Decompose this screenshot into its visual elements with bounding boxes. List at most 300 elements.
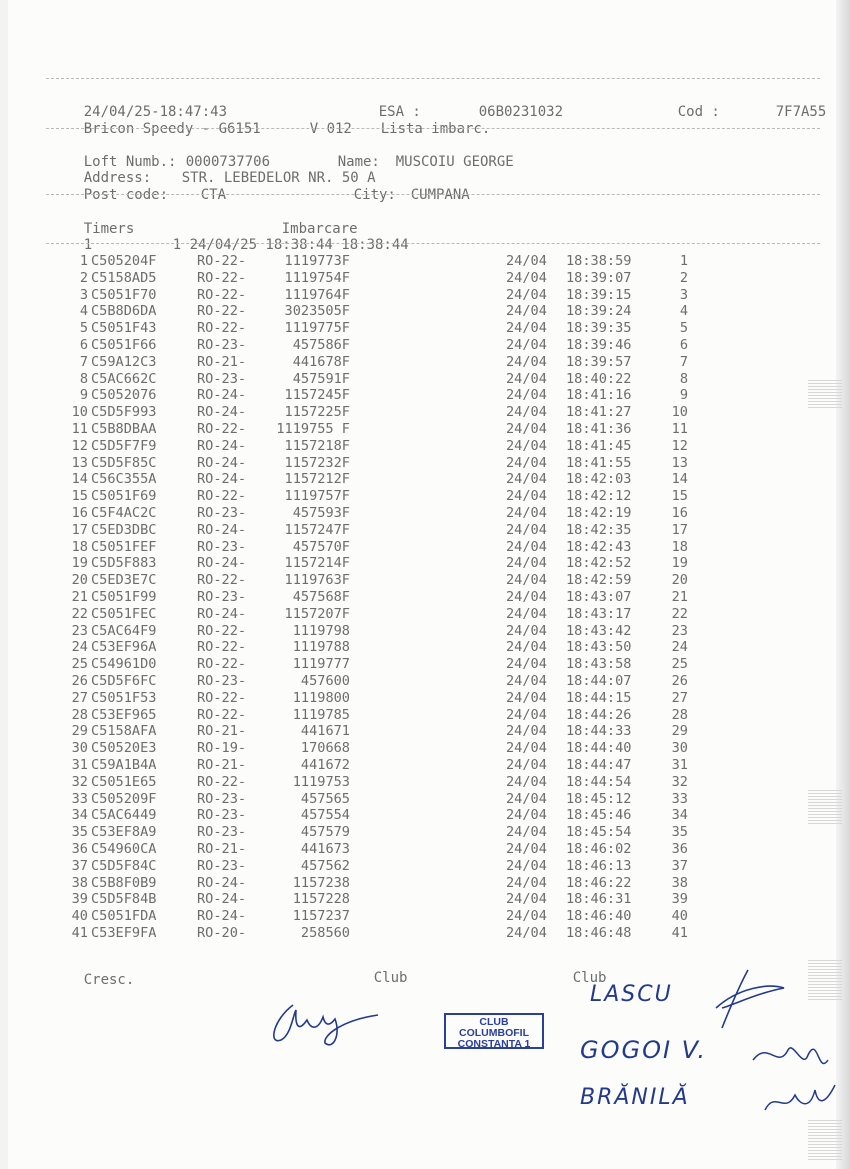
arrival-date: 24/04 (506, 874, 547, 891)
ring-number: 441678F (292, 353, 350, 370)
row-index: 24 (71, 639, 88, 656)
arrival-time: 18:39:46 (566, 337, 632, 353)
position: 31 (671, 757, 688, 773)
country-year: RO-24- (197, 521, 247, 538)
arrival-time: 18:42:19 (566, 505, 632, 521)
arrival-time: 18:39:57 (566, 353, 632, 370)
official-signature-3 (760, 1075, 840, 1125)
ring-code: C5ED3E7C (91, 572, 157, 589)
ring-code: C5B8D6DA (91, 303, 157, 320)
row-index: 33 (71, 790, 88, 807)
device-version: V 012 (309, 121, 352, 137)
position: 15 (671, 488, 688, 505)
ring-code: C5051FEF (91, 538, 157, 555)
row-index: 20 (71, 572, 88, 589)
country-year: RO-22- (197, 269, 247, 286)
cod-label: Cod : (677, 104, 720, 120)
row-index: 17 (71, 521, 88, 538)
device-name: Bricon Speedy - G6151 (83, 121, 261, 137)
ring-number: 1119754F (284, 269, 350, 286)
arrival-time: 18:44:15 (566, 689, 632, 706)
arrival-time: 18:42:12 (566, 488, 632, 505)
arrival-date: 24/04 (506, 437, 547, 454)
position: 19 (671, 555, 688, 572)
row-index: 28 (71, 706, 88, 723)
ring-code: C5052076 (91, 387, 157, 404)
club-stamp (444, 1013, 544, 1049)
position: 23 (671, 622, 688, 639)
country-year: RO-21- (197, 757, 247, 773)
arrival-time: 18:43:50 (566, 639, 632, 656)
arrival-time: 18:39:35 (566, 320, 632, 337)
arrival-time: 18:39:24 (566, 303, 632, 320)
separator (46, 128, 820, 129)
handwritten-name-1: LASCU (590, 982, 673, 1007)
arrival-date: 24/04 (506, 505, 547, 521)
loft-label: Loft Numb.: (83, 154, 177, 170)
document-page (8, 0, 840, 1169)
arrival-date: 24/04 (506, 421, 547, 437)
arrival-date: 24/04 (506, 303, 547, 320)
ring-code: C5ED3DBC (91, 521, 157, 538)
country-year: RO-19- (197, 740, 247, 757)
ring-number: 457593F (292, 505, 350, 521)
ring-number: 457591F (292, 370, 350, 387)
country-year: RO-22- (197, 488, 247, 505)
ring-code: C5AC662C (91, 370, 157, 387)
row-index: 29 (71, 723, 88, 740)
stamp-line-2: COLUMBOFIL (459, 1027, 529, 1039)
country-year: RO-22- (197, 320, 247, 337)
arrival-date: 24/04 (506, 521, 547, 538)
ring-number: 1119773F (284, 253, 350, 269)
postcode-value: CTA (200, 187, 227, 203)
country-year: RO-23- (197, 538, 247, 555)
country-year: RO-24- (197, 908, 247, 925)
arrival-time: 18:39:15 (566, 286, 632, 303)
city-label: City: (353, 187, 396, 203)
ring-code: C505204F (91, 253, 157, 269)
ring-code: C50520E3 (91, 740, 157, 757)
breeder-signature (263, 995, 388, 1050)
country-year: RO-23- (197, 589, 247, 605)
arrival-date: 24/04 (506, 269, 547, 286)
ring-number: 1157247F (284, 521, 350, 538)
row-index: 41 (71, 925, 88, 941)
ring-number: 457586F (292, 337, 350, 353)
address-label: Address: (83, 170, 152, 186)
row-index: 31 (71, 757, 88, 773)
ring-number: 1119764F (284, 286, 350, 303)
arrival-date: 24/04 (506, 370, 547, 387)
ring-code: C59A1B4A (91, 757, 157, 773)
position: 22 (671, 605, 688, 622)
position: 13 (671, 454, 688, 471)
position: 11 (671, 421, 688, 437)
arrival-time: 18:46:13 (566, 857, 632, 874)
arrival-date: 24/04 (506, 589, 547, 605)
cod-value-wrap (742, 87, 826, 138)
separator (46, 243, 820, 244)
postcode-label: Post code: (83, 187, 169, 203)
country-year: RO-24- (197, 874, 247, 891)
arrival-date: 24/04 (506, 757, 547, 773)
country-year: RO-20- (197, 925, 247, 941)
position: 10 (671, 404, 688, 421)
ring-number: 1119777 (292, 656, 350, 673)
position: 8 (679, 370, 688, 387)
ring-code: C5AC64F9 (91, 622, 157, 639)
club-label-2: Club (572, 970, 607, 986)
ring-number: 441671 (300, 723, 350, 740)
arrival-time: 18:40:22 (566, 370, 632, 387)
row-index: 15 (71, 488, 88, 505)
arrival-time: 18:41:55 (566, 454, 632, 471)
city-value-wrap (377, 170, 470, 221)
position: 28 (671, 706, 688, 723)
arrival-time: 18:44:33 (566, 723, 632, 740)
position: 30 (671, 740, 688, 757)
cresc-label: Cresc. (83, 972, 135, 988)
country-year: RO-21- (197, 723, 247, 740)
arrival-date: 24/04 (506, 824, 547, 841)
arrival-time: 18:41:16 (566, 387, 632, 404)
position: 29 (671, 723, 688, 740)
country-year: RO-22- (197, 421, 247, 437)
scan-artifact (808, 960, 842, 1000)
position: 40 (671, 908, 688, 925)
position: 20 (671, 572, 688, 589)
country-year: RO-22- (197, 572, 247, 589)
ring-number: 1119757F (284, 488, 350, 505)
ring-code: C53EF9FA (91, 925, 157, 941)
ring-number: 1119800 (292, 689, 350, 706)
ring-code: C5D5F7F9 (91, 437, 157, 454)
country-year: RO-24- (197, 404, 247, 421)
row-index: 8 (79, 370, 88, 387)
arrival-time: 18:42:43 (566, 538, 632, 555)
country-year: RO-23- (197, 807, 247, 824)
list-title: Lista imbarc. (380, 121, 491, 137)
arrival-date: 24/04 (506, 925, 547, 941)
arrival-time: 18:45:54 (566, 824, 632, 841)
arrival-date: 24/04 (506, 740, 547, 757)
arrival-date: 24/04 (506, 908, 547, 925)
position: 9 (679, 387, 688, 404)
cod-field (644, 87, 720, 138)
ring-code: C5051F53 (91, 689, 157, 706)
row-index: 25 (71, 656, 88, 673)
arrival-date: 24/04 (506, 320, 547, 337)
arrival-date: 24/04 (506, 488, 547, 505)
arrival-date: 24/04 (506, 790, 547, 807)
ring-number: 1119763F (284, 572, 350, 589)
club-label-1: Club (373, 970, 408, 986)
ring-code: C5051F43 (91, 320, 157, 337)
official-signature-1 (708, 968, 788, 1038)
position: 36 (671, 841, 688, 857)
arrival-time: 18:44:47 (566, 757, 632, 773)
ring-number: 1157228 (292, 891, 350, 908)
arrival-date: 24/04 (506, 387, 547, 404)
imbarcare-label: Imbarcare (281, 221, 358, 237)
ring-number: 457568F (292, 589, 350, 605)
arrival-time: 18:42:52 (566, 555, 632, 572)
country-year: RO-23- (197, 857, 247, 874)
row-index: 35 (71, 824, 88, 841)
handwritten-name-2: GOGOI V. (580, 1036, 707, 1064)
owner-name: MUSCOIU GEORGE (395, 154, 514, 170)
esa-label: ESA : (378, 104, 421, 120)
arrival-time: 18:39:07 (566, 269, 632, 286)
ring-number: 3023505F (284, 303, 350, 320)
position: 12 (671, 437, 688, 454)
ring-number: 457554 (300, 807, 350, 824)
arrival-time: 18:46:02 (566, 841, 632, 857)
position: 17 (671, 521, 688, 538)
position: 14 (671, 471, 688, 488)
row-index: 34 (71, 807, 88, 824)
ring-number: 1119775F (284, 320, 350, 337)
arrival-time: 18:43:42 (566, 622, 632, 639)
position: 16 (671, 505, 688, 521)
handwritten-name-3: BRĂNILĂ (580, 1085, 690, 1110)
row-index: 16 (71, 505, 88, 521)
ring-code: C59A12C3 (91, 353, 157, 370)
arrival-date: 24/04 (506, 773, 547, 790)
ring-code: C5158AFA (91, 723, 157, 740)
timer-number: 1 (83, 237, 93, 253)
arrival-time: 18:45:12 (566, 790, 632, 807)
position: 4 (679, 303, 688, 320)
ring-code: C53EF965 (91, 706, 157, 723)
position: 7 (679, 353, 688, 370)
position: 21 (671, 589, 688, 605)
country-year: RO-24- (197, 437, 247, 454)
row-index: 6 (79, 337, 88, 353)
country-year: RO-23- (197, 370, 247, 387)
arrival-date: 24/04 (506, 723, 547, 740)
country-year: RO-22- (197, 706, 247, 723)
arrival-time: 18:42:35 (566, 521, 632, 538)
row-index: 27 (71, 689, 88, 706)
arrival-date: 24/04 (506, 337, 547, 353)
country-year: RO-23- (197, 673, 247, 689)
ring-code: C5D5F883 (91, 555, 157, 572)
loft-number: 0000737706 (185, 154, 271, 170)
arrival-date: 24/04 (506, 471, 547, 488)
name-label: Name: (337, 154, 380, 170)
arrival-time: 18:45:46 (566, 807, 632, 824)
country-year: RO-23- (197, 505, 247, 521)
position: 38 (671, 874, 688, 891)
country-year: RO-24- (197, 387, 247, 404)
row-index: 9 (79, 387, 88, 404)
separator (46, 194, 820, 195)
ring-code: C54960CA (91, 841, 157, 857)
row-index: 21 (71, 589, 88, 605)
row-index: 22 (71, 605, 88, 622)
position: 3 (679, 286, 688, 303)
arrival-date: 24/04 (506, 689, 547, 706)
position: 25 (671, 656, 688, 673)
country-year: RO-22- (197, 253, 247, 269)
row-index: 30 (71, 740, 88, 757)
ring-number: 457600 (300, 673, 350, 689)
stamp-line-3: CONSTANTA 1 (457, 1038, 531, 1050)
country-year: RO-23- (197, 824, 247, 841)
arrival-date: 24/04 (506, 656, 547, 673)
ring-number: 1119798 (292, 622, 350, 639)
row-index: 18 (71, 538, 88, 555)
ring-code: C53EF8A9 (91, 824, 157, 841)
row-index: 5 (79, 320, 88, 337)
country-year: RO-23- (197, 337, 247, 353)
ring-code: C5D5F85C (91, 454, 157, 471)
row-index: 26 (71, 673, 88, 689)
postcode-value-wrap (167, 170, 226, 221)
row-index: 11 (71, 421, 88, 437)
ring-code: C5D5F84B (91, 891, 157, 908)
ring-number: 258560 (300, 925, 350, 941)
ring-number: 1119753 (292, 773, 350, 790)
country-year: RO-22- (197, 622, 247, 639)
row-index: 39 (71, 891, 88, 908)
esa-value: 06B0231032 (478, 104, 564, 120)
arrival-date: 24/04 (506, 286, 547, 303)
country-year: RO-22- (197, 639, 247, 656)
scan-artifact (808, 790, 842, 826)
country-year: RO-24- (197, 454, 247, 471)
country-year: RO-22- (197, 773, 247, 790)
timer-entry: 1 24/04/25 18:38:44 18:38:44 (172, 237, 409, 253)
arrival-date: 24/04 (506, 454, 547, 471)
ring-code: C5158AD5 (91, 269, 157, 286)
ring-number: 457570F (292, 538, 350, 555)
row-index: 1 (79, 253, 88, 269)
position: 33 (671, 790, 688, 807)
arrival-time: 18:46:40 (566, 908, 632, 925)
position: 2 (679, 269, 688, 286)
row-index: 2 (79, 269, 88, 286)
country-year: RO-24- (197, 605, 247, 622)
row-index: 40 (71, 908, 88, 925)
ring-number: 1119755 F (276, 421, 350, 437)
country-year: RO-22- (197, 656, 247, 673)
ring-number: 457565 (300, 790, 350, 807)
ring-code: C5051E65 (91, 773, 157, 790)
position: 37 (671, 857, 688, 874)
arrival-date: 24/04 (506, 673, 547, 689)
ring-code: C5D5F993 (91, 404, 157, 421)
ring-number: 1157238 (292, 874, 350, 891)
arrival-time: 18:44:40 (566, 740, 632, 757)
arrival-time: 18:38:59 (566, 253, 632, 269)
country-year: RO-22- (197, 689, 247, 706)
arrival-date: 24/04 (506, 538, 547, 555)
arrival-time: 18:41:45 (566, 437, 632, 454)
row-index: 3 (79, 286, 88, 303)
arrival-date: 24/04 (506, 605, 547, 622)
ring-number: 1157218F (284, 437, 350, 454)
ring-code: C505209F (91, 790, 157, 807)
arrival-date: 24/04 (506, 572, 547, 589)
ring-code: C5B8DBAA (91, 421, 157, 437)
arrival-date: 24/04 (506, 404, 547, 421)
stamp-line-1: CLUB (479, 1016, 509, 1028)
arrival-time: 18:44:07 (566, 673, 632, 689)
arrival-date: 24/04 (506, 857, 547, 874)
row-index: 14 (71, 471, 88, 488)
country-year: RO-23- (197, 790, 247, 807)
arrival-time: 18:46:22 (566, 874, 632, 891)
arrival-time: 18:42:03 (566, 471, 632, 488)
arrival-date: 24/04 (506, 807, 547, 824)
ring-code: C5051F69 (91, 488, 157, 505)
cresc-label-wrap (50, 955, 134, 1006)
ring-code: C5051F99 (91, 589, 157, 605)
country-year: RO-24- (197, 471, 247, 488)
position: 34 (671, 807, 688, 824)
ring-code: C5051F66 (91, 337, 157, 353)
ring-number: 1119785 (292, 706, 350, 723)
ring-code: C5051FDA (91, 908, 157, 925)
separator (46, 78, 820, 79)
arrival-time: 18:42:59 (566, 572, 632, 589)
row-index: 13 (71, 454, 88, 471)
ring-number: 1157214F (284, 555, 350, 572)
row-index: 12 (71, 437, 88, 454)
arrival-time: 18:43:58 (566, 656, 632, 673)
ring-code: C5D5F84C (91, 857, 157, 874)
arrival-date: 24/04 (506, 891, 547, 908)
ring-number: 170668 (300, 740, 350, 757)
row-index: 19 (71, 555, 88, 572)
position: 5 (679, 320, 688, 337)
ring-number: 441673 (300, 841, 350, 857)
ring-number: 1119788 (292, 639, 350, 656)
row-index: 10 (71, 404, 88, 421)
ring-number: 1157237 (292, 908, 350, 925)
ring-code: C5AC6449 (91, 807, 157, 824)
arrival-time: 18:43:17 (566, 605, 632, 622)
arrival-date: 24/04 (506, 353, 547, 370)
row-index: 23 (71, 622, 88, 639)
row-index: 32 (71, 773, 88, 790)
arrival-date: 24/04 (506, 253, 547, 269)
ring-number: 457579 (300, 824, 350, 841)
country-year: RO-22- (197, 286, 247, 303)
position: 24 (671, 639, 688, 656)
position: 35 (671, 824, 688, 841)
row-index: 36 (71, 841, 88, 857)
arrival-time: 18:44:54 (566, 773, 632, 790)
row-index: 7 (79, 353, 88, 370)
address-value: STR. LEBEDELOR NR. 50 A (181, 170, 376, 186)
scan-artifact (808, 380, 842, 410)
ring-code: C5051FEC (91, 605, 157, 622)
arrival-date: 24/04 (506, 555, 547, 572)
ring-code: C5D5F6FC (91, 673, 157, 689)
ring-code: C53EF96A (91, 639, 157, 656)
arrival-date: 24/04 (506, 622, 547, 639)
position: 32 (671, 773, 688, 790)
ring-number: 441672 (300, 757, 350, 773)
arrival-time: 18:43:07 (566, 589, 632, 605)
ring-code: C5B8F0B9 (91, 874, 157, 891)
arrival-time: 18:44:26 (566, 706, 632, 723)
ring-number: 1157212F (284, 471, 350, 488)
